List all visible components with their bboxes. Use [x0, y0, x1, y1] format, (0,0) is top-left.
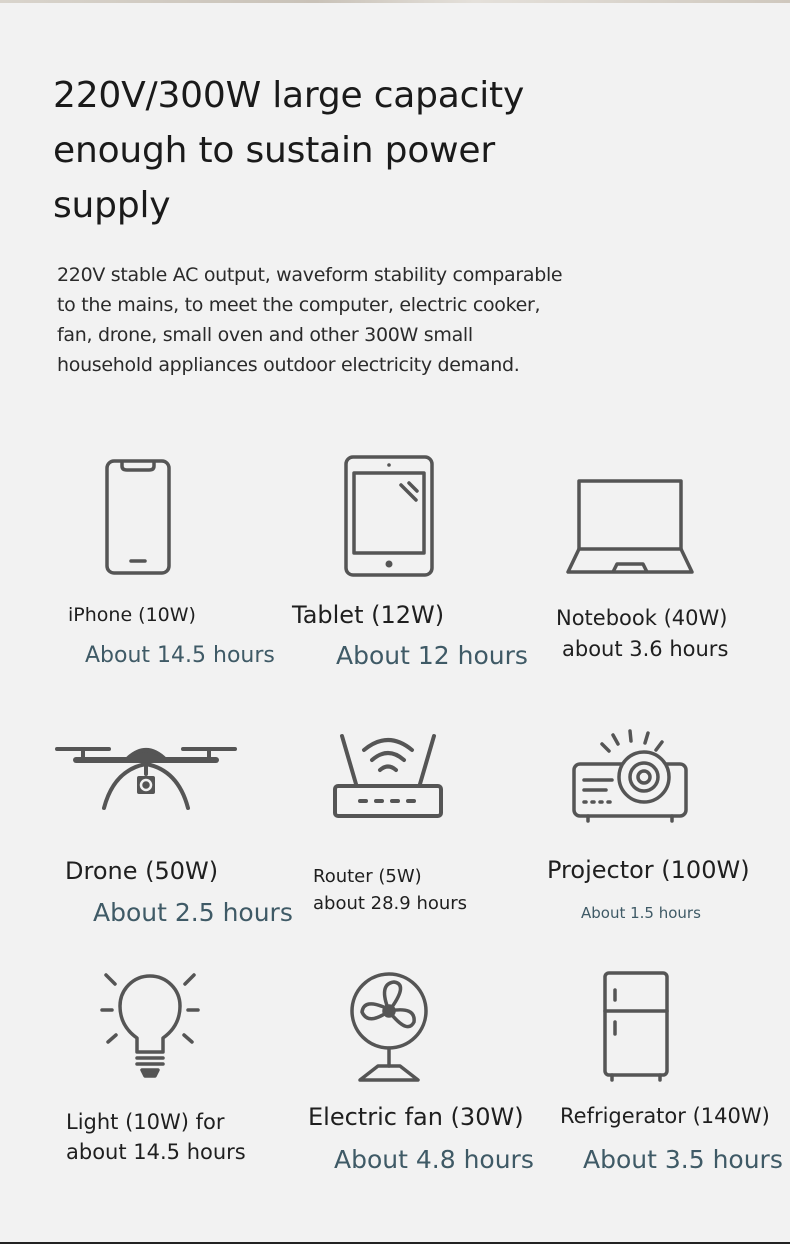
light-bulb-icon: [100, 970, 200, 1080]
iphone-label: iPhone (10W): [68, 604, 196, 626]
drone-duration: About 2.5 hours: [93, 898, 293, 927]
smartphone-icon: [104, 458, 172, 576]
router-duration: about 28.9 hours: [313, 893, 468, 914]
page-description: 220V stable AC output, waveform stability comparable to the mains, to meet the computer, electric cooker, fan, drone, small oven and other 300W small household appliances outdoor electricity demand.: [57, 264, 563, 376]
tablet-duration: About 12 hours: [336, 641, 528, 670]
page-title: 220V/300W large capacity enough to sustain power supply: [53, 75, 525, 226]
fan-duration: About 4.8 hours: [334, 1145, 534, 1174]
fan-label: Electric fan (30W): [308, 1103, 524, 1131]
projector-duration: About 1.5 hours: [581, 904, 701, 922]
refrigerator-duration: About 3.5 hours: [583, 1145, 783, 1174]
projector-icon: [570, 728, 690, 824]
tablet-label: Tablet (12W): [292, 601, 445, 629]
router-icon: [332, 732, 444, 820]
tablet-icon: [343, 454, 435, 578]
electric-fan-icon: [348, 970, 430, 1084]
iphone-duration: About 14.5 hours: [85, 643, 275, 668]
refrigerator-icon: [602, 970, 670, 1082]
top-border: [0, 0, 790, 3]
refrigerator-label: Refrigerator (140W): [560, 1104, 770, 1128]
notebook-duration: about 3.6 hours: [562, 637, 729, 661]
laptop-icon: [565, 478, 695, 576]
light-duration: about 14.5 hours: [66, 1140, 246, 1164]
router-label: Router (5W): [313, 866, 422, 887]
drone-icon: [54, 740, 238, 812]
notebook-label: Notebook (40W): [556, 606, 728, 630]
projector-label: Projector (100W): [547, 856, 750, 884]
light-label: Light (10W) for: [66, 1110, 225, 1134]
drone-label: Drone (50W): [65, 857, 219, 885]
